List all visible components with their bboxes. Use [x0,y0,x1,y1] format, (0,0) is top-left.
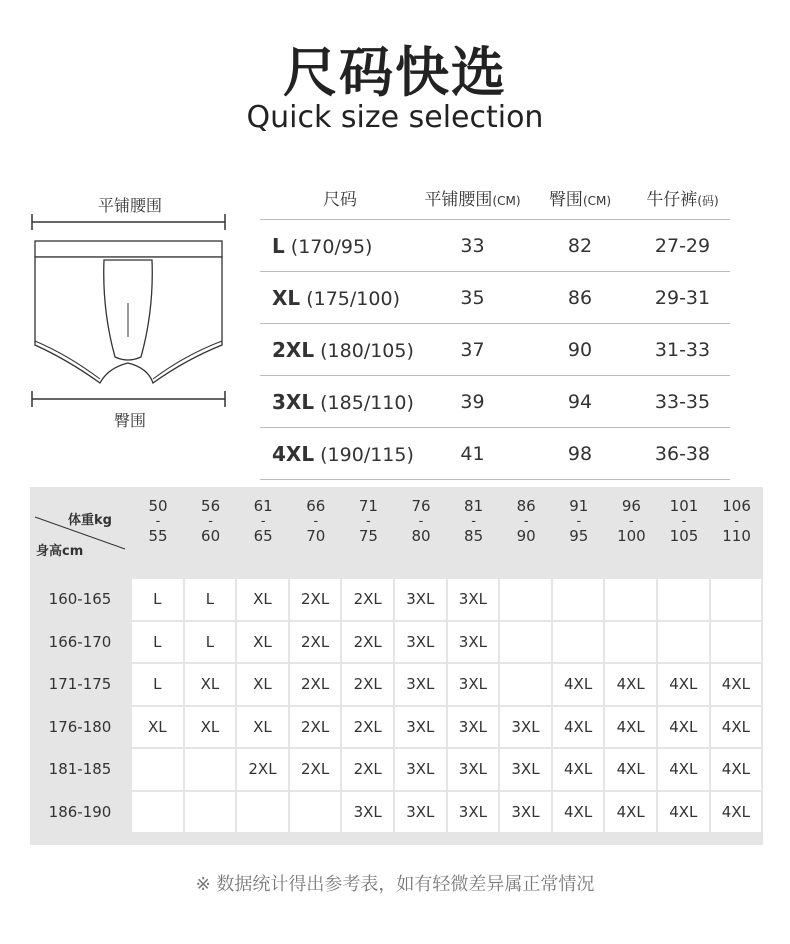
height-range-label: 171-175 [48,675,112,693]
grid-size-cell: 4XL [553,664,604,705]
grid-size-cell: 2XL [342,579,393,620]
grid-size-cell [185,749,236,790]
grid-size-cell [132,749,183,790]
grid-size-cell: XL [185,707,236,748]
grid-size-cell: 4XL [658,707,709,748]
page-title: 尺码快选 [283,41,507,104]
size-cell: 3XL (185/110) [272,389,414,414]
grid-size-cell: L [185,579,236,620]
grid-size-cell: 3XL [342,792,393,833]
grid-size-cell: XL [185,664,236,705]
size-row [260,271,730,323]
grid-size-cell: 3XL [395,707,446,748]
grid-size-cell: L [132,664,183,705]
weight-range-header: 71 - 75 [358,497,378,545]
grid-size-cell [553,622,604,663]
grid-size-cell: 4XL [553,749,604,790]
grid-size-cell: 3XL [395,664,446,705]
weight-range-header: 66 - 70 [306,497,326,545]
grid-size-cell: 2XL [237,749,288,790]
size-row [260,427,730,480]
grid-size-cell: 2XL [290,579,341,620]
waist-cell: 41 [460,442,485,465]
size-cell: 4XL (190/115) [272,441,414,466]
grid-size-cell: 4XL [711,664,762,705]
grid-size-cell: L [132,622,183,663]
size-cell: XL (175/100) [272,285,400,310]
grid-size-cell: 4XL [711,749,762,790]
weight-range-header: 86 - 90 [516,497,536,545]
height-range-label: 166-170 [48,632,112,651]
page-subtitle: Quick size selection [246,100,544,135]
grid-size-cell: 4XL [553,707,604,748]
grid-size-cell [711,622,762,663]
grid-size-cell: 4XL [658,749,709,790]
jeans-header-cell: 牛仔裤(码) [646,189,719,210]
grid-size-cell [711,579,762,620]
jeans-cell: 36-38 [654,442,711,465]
grid-size-cell: 4XL [711,707,762,748]
grid-size-cell: XL [237,622,288,663]
grid-size-cell: 3XL [448,792,499,833]
jeans-cell: 29-31 [654,286,711,309]
waist-header-cell: 平铺腰围(CM) [424,189,521,210]
grid-size-cell: 2XL [342,749,393,790]
size-cell: L (170/95) [272,233,373,258]
grid-size-cell: 4XL [605,749,656,790]
hip-cell: 90 [567,338,593,361]
waist-cell: 35 [460,286,485,309]
grid-size-cell: 3XL [395,749,446,790]
weight-range-header: 61 - 65 [253,497,273,545]
grid-corner [30,487,130,577]
grid-size-cell: 4XL [605,707,656,748]
grid-size-cell [605,579,656,620]
grid-size-cell: 4XL [711,792,762,833]
weight-range-header: 91 - 95 [569,497,589,545]
grid-size-cell [500,664,551,705]
size-row [260,219,730,271]
grid-size-cell: L [132,579,183,620]
grid-size-cell: XL [237,664,288,705]
grid-size-cell: 3XL [448,707,499,748]
grid-size-cell: 4XL [658,792,709,833]
grid-size-cell: 3XL [448,622,499,663]
hip-header-cell: 臀围(CM) [548,189,612,210]
underwear-diagram [20,185,240,435]
weight-range-header: 76 - 80 [411,497,431,545]
grid-size-cell: 3XL [448,579,499,620]
grid-size-cell [658,579,709,620]
grid-size-cell [658,622,709,663]
waist-cell: 39 [460,390,485,413]
grid-size-cell: 2XL [342,622,393,663]
hip-cell: 86 [567,286,593,309]
grid-size-cell [237,792,288,833]
grid-size-cell: 2XL [342,664,393,705]
grid-size-cell: 4XL [553,792,604,833]
hip-label: 臀围 [113,411,146,430]
size-table-header [260,175,730,219]
underwear-illustration [20,185,240,435]
height-range-label: 181-185 [48,760,112,778]
grid-size-cell [500,579,551,620]
weight-range-header: 56 - 60 [201,497,221,545]
weight-range-header: 81 - 85 [464,497,484,545]
waist-cell: 33 [460,234,485,257]
height-axis-label: 身高cm [36,544,84,559]
hip-cell: 98 [567,442,593,465]
size-header-cell: 尺码 [323,189,357,210]
grid-size-cell [500,622,551,663]
weight-axis-label: 体重kg [68,513,112,528]
grid-size-cell: 3XL [395,622,446,663]
waist-label: 平铺腰围 [97,196,162,215]
footnote: ※ 数据统计得出参考表，如有轻微差异属正常情况 [195,874,595,895]
grid-size-cell: 4XL [658,664,709,705]
grid-size-cell: 3XL [500,749,551,790]
size-recommendation-grid [30,487,763,845]
jeans-cell: 31-33 [654,338,711,361]
size-cell: 2XL (180/105) [272,337,414,362]
grid-size-cell: 2XL [342,707,393,748]
grid-size-cell: XL [237,707,288,748]
grid-size-cell [290,792,341,833]
grid-size-cell: 4XL [605,792,656,833]
waist-cell: 37 [460,338,485,361]
grid-size-cell: XL [132,707,183,748]
grid-size-cell: 3XL [500,792,551,833]
hip-cell: 94 [567,390,593,413]
weight-range-header: 96 - 100 [617,497,646,545]
grid-size-cell: 2XL [290,664,341,705]
hip-cell: 82 [567,234,593,257]
grid-size-cell [185,792,236,833]
grid-size-cell: XL [237,579,288,620]
height-range-label: 160-165 [48,590,112,608]
jeans-cell: 33-35 [654,390,711,413]
size-table [260,175,730,480]
size-row [260,375,730,427]
grid-size-cell [132,792,183,833]
height-range-label: 186-190 [48,802,112,821]
grid-size-cell: 2XL [290,707,341,748]
weight-range-header: 50 - 55 [148,497,168,545]
grid-size-cell: 3XL [395,792,446,833]
grid-size-cell [605,622,656,663]
jeans-cell: 27-29 [654,234,711,257]
grid-size-cell: 2XL [290,622,341,663]
grid-size-cell: 2XL [290,749,341,790]
grid-size-cell: 4XL [605,664,656,705]
grid-size-cell: 3XL [448,664,499,705]
weight-range-header: 101 - 105 [669,497,699,545]
height-range-label: 176-180 [48,717,112,736]
grid-size-cell: 3XL [500,707,551,748]
size-row [260,323,730,375]
grid-size-cell: 3XL [395,579,446,620]
corner-diagonal [30,487,130,577]
weight-range-header: 106 - 110 [722,497,751,545]
grid-size-cell: 3XL [448,749,499,790]
grid-size-cell: L [185,622,236,663]
grid-size-cell [553,579,604,620]
